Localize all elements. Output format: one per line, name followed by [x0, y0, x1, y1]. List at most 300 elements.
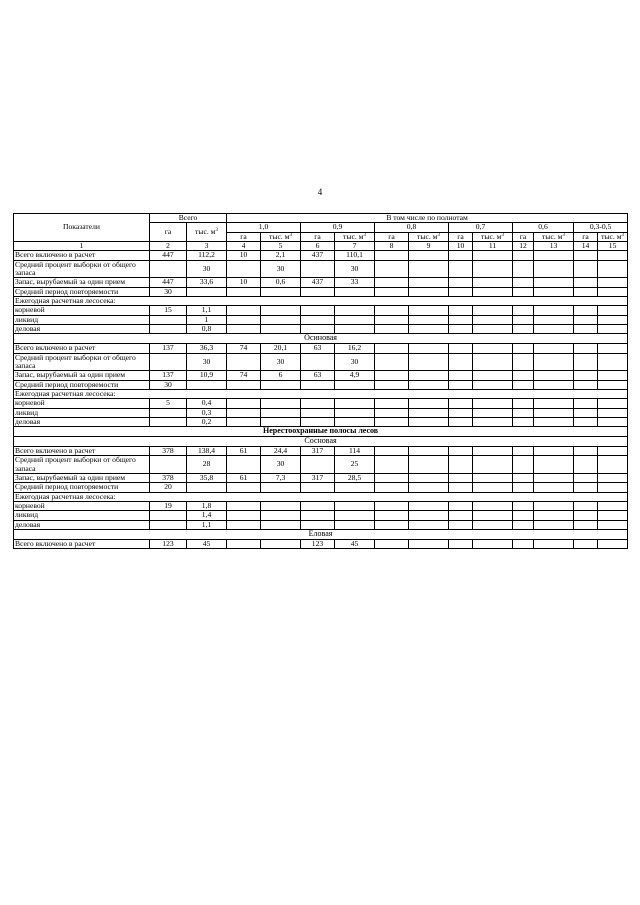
table-cell: [534, 456, 574, 474]
column-number: 12: [513, 242, 534, 251]
unit-ga: га: [513, 232, 534, 241]
table-cell: [301, 260, 335, 278]
row-label: Средний процент выборки от общего запаса: [14, 260, 150, 278]
table-cell: [261, 306, 301, 315]
column-number: 10: [449, 242, 473, 251]
table-cell: [534, 353, 574, 371]
row-label: Всего включено в расчет: [14, 251, 150, 260]
unit-ga: га: [574, 232, 598, 241]
table-cell: 30: [261, 456, 301, 474]
table-cell: [150, 325, 187, 334]
table-cell: 35,8: [187, 473, 227, 482]
table-cell: [513, 287, 534, 296]
table-cell: 30: [261, 353, 301, 371]
table-cell: [227, 260, 261, 278]
unit-tys: тыс. $м^3$: [409, 232, 449, 241]
table-cell: [375, 260, 409, 278]
table-cell: [301, 483, 335, 492]
table-row: [14, 315, 628, 324]
row-label: ликвид: [14, 315, 150, 324]
table-cell: [598, 520, 628, 529]
table-cell: [534, 325, 574, 334]
table-cell: [534, 287, 574, 296]
table-cell: 28: [187, 456, 227, 474]
table-cell: [409, 446, 449, 455]
table-cell: 10,9: [187, 371, 227, 380]
table-cell: [261, 520, 301, 529]
row-label: ликвид: [14, 511, 150, 520]
table-cell: 74: [227, 371, 261, 380]
table-cell: [574, 380, 598, 389]
table-cell: [261, 380, 301, 389]
table-row: [14, 418, 628, 427]
table-cell: [409, 520, 449, 529]
table-cell: [534, 539, 574, 548]
row-label: Всего включено в расчет: [14, 344, 150, 353]
table-cell: [449, 446, 473, 455]
table-cell: [449, 418, 473, 427]
table-cell: [598, 408, 628, 417]
column-number: 11: [473, 242, 513, 251]
table-row: [14, 446, 628, 455]
column-number: 2: [150, 242, 187, 251]
table-row: [14, 389, 628, 398]
table-cell: [574, 306, 598, 315]
table-row: [14, 278, 628, 287]
table-cell: [150, 520, 187, 529]
table-cell: [598, 539, 628, 548]
table-cell: [187, 380, 227, 389]
table-cell: [449, 473, 473, 482]
table-cell: [261, 408, 301, 417]
table-cell: [473, 380, 513, 389]
table-row: [14, 539, 628, 548]
column-number: 1: [14, 242, 150, 251]
table-row: [14, 399, 628, 408]
table-cell: 45: [335, 539, 375, 548]
table-cell: 0,2: [187, 418, 227, 427]
table-cell: [598, 502, 628, 511]
table-cell: [409, 399, 449, 408]
column-number: 7: [335, 242, 375, 251]
table-cell: 63: [301, 344, 335, 353]
table-cell: [598, 260, 628, 278]
unit-tys: тыс. $м^3$: [534, 232, 574, 241]
table-cell: [534, 344, 574, 353]
table-cell: [150, 418, 187, 427]
table-cell: 36,3: [187, 344, 227, 353]
table-cell: [574, 502, 598, 511]
table-row: [14, 456, 628, 474]
table-cell: [574, 278, 598, 287]
table-cell: [513, 306, 534, 315]
table-cell: [598, 380, 628, 389]
table-cell: [598, 446, 628, 455]
section-title: Осиновая: [14, 334, 628, 344]
table-cell: 137: [150, 371, 187, 380]
table-cell: [375, 344, 409, 353]
table-cell: [473, 344, 513, 353]
table-cell: [301, 456, 335, 474]
section-title: Нерестоохранные полосы лесов: [14, 427, 628, 437]
table-cell: [473, 520, 513, 529]
row-label: Ежегодная расчетная лесосека:: [14, 389, 628, 398]
table-cell: [574, 287, 598, 296]
table-cell: [409, 511, 449, 520]
table-cell: [534, 483, 574, 492]
table-cell: [335, 483, 375, 492]
table-cell: [301, 502, 335, 511]
table-cell: [513, 353, 534, 371]
table-cell: 28,5: [335, 473, 375, 482]
table-cell: [574, 483, 598, 492]
table-cell: [375, 380, 409, 389]
table-cell: 7,3: [261, 473, 301, 482]
table-row: [14, 306, 628, 315]
table-cell: [473, 456, 513, 474]
table-cell: 20: [150, 483, 187, 492]
table-cell: [598, 418, 628, 427]
header-total-ga: га: [150, 223, 187, 242]
table-row: [14, 408, 628, 417]
table-cell: [449, 287, 473, 296]
table-row: [14, 520, 628, 529]
table-row: [14, 325, 628, 334]
table-cell: [449, 278, 473, 287]
table-cell: [473, 306, 513, 315]
table-cell: [534, 260, 574, 278]
table-cell: [513, 539, 534, 548]
table-cell: [513, 344, 534, 353]
table-cell: [409, 371, 449, 380]
table-cell: 378: [150, 446, 187, 455]
table-cell: [513, 371, 534, 380]
row-label: Запас, вырубаемый за один прием: [14, 371, 150, 380]
unit-tys: тыс. $м^3$: [261, 232, 301, 241]
table-cell: [375, 446, 409, 455]
table-cell: [574, 520, 598, 529]
header-density: 0,8: [375, 223, 449, 232]
column-number: 14: [574, 242, 598, 251]
table-cell: [473, 446, 513, 455]
table-row: [14, 297, 628, 306]
table-cell: [513, 520, 534, 529]
table-cell: [150, 511, 187, 520]
table-cell: [513, 502, 534, 511]
table-cell: [335, 287, 375, 296]
column-numbers-row: [14, 242, 628, 251]
table-cell: 1,4: [187, 511, 227, 520]
table-cell: [574, 315, 598, 324]
table-cell: 4,9: [335, 371, 375, 380]
unit-ga: га: [449, 232, 473, 241]
table-cell: [150, 408, 187, 417]
column-number: 9: [409, 242, 449, 251]
table-cell: [449, 408, 473, 417]
page-number: 4: [317, 187, 323, 197]
column-number: 3: [187, 242, 227, 251]
header-density: 0,9: [301, 223, 375, 232]
table-cell: [534, 446, 574, 455]
table-cell: [598, 399, 628, 408]
unit-tys: тыс. $м^3$: [598, 232, 628, 241]
table-cell: [574, 473, 598, 482]
table-cell: [227, 511, 261, 520]
table-cell: [261, 511, 301, 520]
table-cell: [513, 456, 534, 474]
table-cell: [598, 473, 628, 482]
table-cell: [409, 483, 449, 492]
table-cell: [449, 520, 473, 529]
table-cell: [473, 473, 513, 482]
table-cell: [449, 483, 473, 492]
table-row: [14, 483, 628, 492]
header-density: 1,0: [227, 223, 301, 232]
table-cell: [473, 502, 513, 511]
table-cell: [335, 399, 375, 408]
table-cell: [574, 456, 598, 474]
table-cell: [187, 483, 227, 492]
table-cell: [301, 287, 335, 296]
table-cell: 378: [150, 473, 187, 482]
table-cell: 30: [335, 353, 375, 371]
table-row: [14, 260, 628, 278]
table-cell: 437: [301, 251, 335, 260]
table-cell: 16,2: [335, 344, 375, 353]
header-total-tys: тыс. $м^3$: [187, 223, 227, 242]
table-cell: [375, 502, 409, 511]
table-cell: [409, 473, 449, 482]
table-cell: 0,6: [261, 278, 301, 287]
table-cell: [473, 418, 513, 427]
table-cell: [449, 344, 473, 353]
table-cell: [301, 418, 335, 427]
table-cell: [375, 278, 409, 287]
table-cell: [534, 418, 574, 427]
header-row-1: [14, 214, 628, 223]
table-cell: [449, 325, 473, 334]
table-cell: [534, 408, 574, 417]
table-cell: [227, 315, 261, 324]
row-label: деловая: [14, 325, 150, 334]
table-cell: [598, 278, 628, 287]
table-cell: [409, 278, 449, 287]
row-label: Всего включено в расчет: [14, 539, 150, 548]
table-cell: 110,1: [335, 251, 375, 260]
table-cell: [574, 399, 598, 408]
table-cell: [513, 325, 534, 334]
column-number: 15: [598, 242, 628, 251]
table-cell: 447: [150, 251, 187, 260]
table-cell: [513, 278, 534, 287]
table-cell: [227, 353, 261, 371]
table-cell: [449, 251, 473, 260]
table-cell: [513, 251, 534, 260]
table-cell: [473, 371, 513, 380]
table-cell: 30: [150, 287, 187, 296]
table-cell: [375, 315, 409, 324]
table-cell: [513, 418, 534, 427]
table-cell: [409, 315, 449, 324]
table-cell: [574, 511, 598, 520]
table-cell: 30: [261, 260, 301, 278]
table-cell: [574, 408, 598, 417]
table-cell: [375, 353, 409, 371]
table-cell: 20,1: [261, 344, 301, 353]
table-cell: 317: [301, 446, 335, 455]
table-cell: [473, 511, 513, 520]
row-label: Запас, вырубаемый за один прием: [14, 278, 150, 287]
table-cell: [574, 446, 598, 455]
table-cell: 1: [187, 315, 227, 324]
table-cell: [449, 371, 473, 380]
row-label: деловая: [14, 418, 150, 427]
table-cell: [513, 399, 534, 408]
row-label: корневой: [14, 502, 150, 511]
table-cell: [409, 353, 449, 371]
table-cell: 137: [150, 344, 187, 353]
table-cell: [335, 325, 375, 334]
table-cell: [375, 511, 409, 520]
table-cell: [574, 539, 598, 548]
column-number: 6: [301, 242, 335, 251]
section-row: [14, 530, 628, 540]
table-cell: [335, 408, 375, 417]
table-cell: [301, 511, 335, 520]
table-cell: 437: [301, 278, 335, 287]
table-cell: [449, 399, 473, 408]
table-cell: [598, 251, 628, 260]
table-cell: [449, 380, 473, 389]
table-cell: [301, 399, 335, 408]
table-cell: [409, 539, 449, 548]
table-cell: [534, 473, 574, 482]
table-cell: [261, 539, 301, 548]
table-cell: [574, 353, 598, 371]
table-cell: 74: [227, 344, 261, 353]
table-cell: 0,3: [187, 408, 227, 417]
table-cell: [409, 344, 449, 353]
table-cell: [227, 325, 261, 334]
table-cell: [335, 502, 375, 511]
table-cell: [227, 306, 261, 315]
table-cell: [409, 306, 449, 315]
table-cell: [409, 287, 449, 296]
row-label: Средний период повторяемости: [14, 380, 150, 389]
row-label: Средний период повторяемости: [14, 483, 150, 492]
table-cell: [513, 483, 534, 492]
table-cell: [473, 251, 513, 260]
table-cell: [449, 511, 473, 520]
section-title: Еловая: [14, 530, 628, 540]
header-by-density: В том числе по полнотам: [227, 214, 628, 223]
table-row: [14, 492, 628, 501]
table-cell: [227, 456, 261, 474]
table-cell: [449, 260, 473, 278]
unit-tys: тыс. $м^3$: [473, 232, 513, 241]
table-cell: 138,4: [187, 446, 227, 455]
table-cell: [513, 473, 534, 482]
row-label: деловая: [14, 520, 150, 529]
row-label: ликвид: [14, 408, 150, 417]
table-cell: [598, 344, 628, 353]
table-cell: 447: [150, 278, 187, 287]
column-number: 13: [534, 242, 574, 251]
table-cell: [261, 418, 301, 427]
table-cell: 30: [335, 260, 375, 278]
table-cell: 5: [150, 399, 187, 408]
table-cell: [513, 315, 534, 324]
row-label: Ежегодная расчетная лесосека:: [14, 297, 628, 306]
table-cell: [301, 325, 335, 334]
row-label: Ежегодная расчетная лесосека:: [14, 492, 628, 501]
table-cell: [409, 251, 449, 260]
table-cell: 2,1: [261, 251, 301, 260]
table-cell: [598, 371, 628, 380]
table-cell: [598, 325, 628, 334]
table-row: [14, 473, 628, 482]
table-cell: [150, 315, 187, 324]
table-cell: [473, 260, 513, 278]
table-cell: [261, 399, 301, 408]
table-cell: [473, 315, 513, 324]
table-cell: 10: [227, 251, 261, 260]
table-cell: 123: [301, 539, 335, 548]
table-cell: [261, 502, 301, 511]
table-cell: [227, 418, 261, 427]
table-cell: [598, 315, 628, 324]
table-cell: [598, 456, 628, 474]
table-cell: [227, 380, 261, 389]
table-cell: [301, 408, 335, 417]
table-cell: 24,4: [261, 446, 301, 455]
table-cell: [574, 418, 598, 427]
table-cell: 30: [187, 260, 227, 278]
table-cell: 123: [150, 539, 187, 548]
table-cell: [375, 306, 409, 315]
table-cell: [473, 325, 513, 334]
table-cell: [534, 306, 574, 315]
table-cell: [574, 325, 598, 334]
table-row: [14, 511, 628, 520]
table-cell: [534, 380, 574, 389]
table-cell: [335, 315, 375, 324]
table-cell: [574, 251, 598, 260]
column-number: 4: [227, 242, 261, 251]
table-cell: [187, 287, 227, 296]
table-cell: 317: [301, 473, 335, 482]
table-cell: [335, 520, 375, 529]
table-cell: [449, 539, 473, 548]
row-label: корневой: [14, 399, 150, 408]
table-cell: [473, 278, 513, 287]
table-cell: [574, 260, 598, 278]
table-cell: [375, 483, 409, 492]
unit-ga: га: [227, 232, 261, 241]
table-cell: 10: [227, 278, 261, 287]
table-cell: [598, 483, 628, 492]
table-cell: [227, 520, 261, 529]
table-cell: 112,2: [187, 251, 227, 260]
table-cell: [473, 408, 513, 417]
table-cell: 33,6: [187, 278, 227, 287]
table-cell: 1,8: [187, 502, 227, 511]
table-cell: [534, 278, 574, 287]
table-cell: [473, 353, 513, 371]
unit-tys: тыс. $м^3$: [335, 232, 375, 241]
table-cell: [375, 399, 409, 408]
row-label: Запас, вырубаемый за один прием: [14, 473, 150, 482]
